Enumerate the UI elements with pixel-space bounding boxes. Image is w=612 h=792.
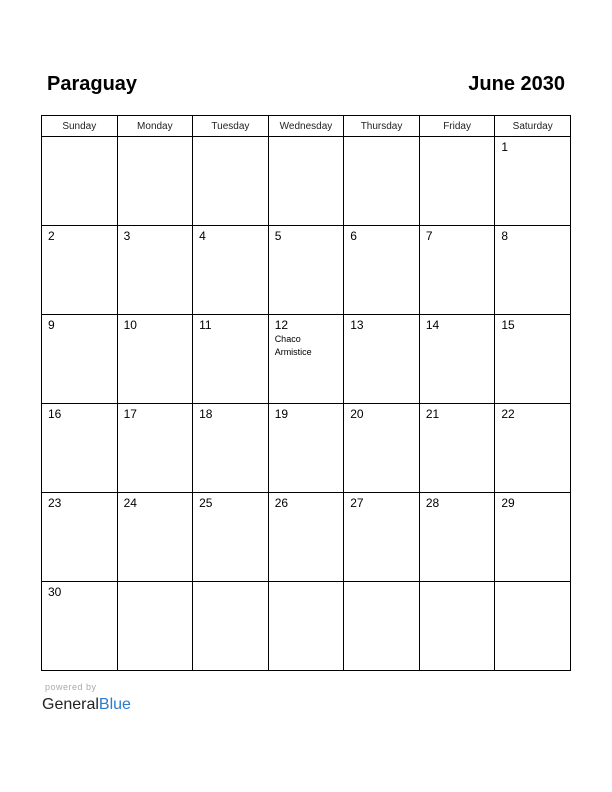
day-number: 29: [501, 496, 515, 510]
day-cell: [42, 493, 118, 582]
day-number: 4: [199, 229, 206, 243]
day-number: 18: [199, 407, 213, 421]
country-title: Paraguay: [47, 73, 138, 95]
day-cell: [42, 226, 118, 315]
day-cell: [344, 582, 420, 671]
day-number: 3: [123, 229, 131, 243]
powered-by-label: powered by: [45, 682, 97, 692]
week-row: [42, 137, 571, 226]
day-cell: [268, 493, 344, 582]
day-cell: [419, 226, 495, 315]
day-number: 26: [274, 496, 289, 510]
day-number: 1: [501, 140, 509, 154]
day-number: 16: [48, 407, 62, 421]
day-number: 20: [350, 407, 364, 421]
day-number: 15: [501, 318, 515, 332]
day-number: 17: [123, 407, 137, 421]
day-cell: [344, 493, 420, 582]
day-number: 6: [350, 229, 357, 243]
day-cell: [117, 315, 193, 404]
day-number: 11: [199, 318, 212, 332]
day-cell: [193, 404, 269, 493]
weekday-monday: Monday: [117, 116, 193, 137]
calendar-body: [42, 137, 571, 671]
day-number: 30: [48, 585, 62, 599]
day-number: 22: [501, 407, 515, 421]
day-cell: [495, 582, 571, 671]
weekday-wednesday: Wednesday: [268, 116, 344, 137]
day-cell: [117, 493, 193, 582]
day-cell: [419, 493, 495, 582]
day-cell: [193, 315, 269, 404]
week-row: [42, 582, 571, 671]
day-cell: [268, 582, 344, 671]
day-cell: [193, 137, 269, 226]
day-cell: [42, 404, 118, 493]
brand-general-text: General: [42, 696, 99, 713]
week-row: [42, 493, 571, 582]
generalblue-logo[interactable]: [42, 695, 131, 715]
day-number: 13: [350, 318, 364, 332]
day-cell: [268, 404, 344, 493]
day-cell: [193, 226, 269, 315]
day-number: 23: [48, 496, 62, 510]
day-number: 7: [425, 229, 433, 243]
day-cell: [268, 315, 344, 404]
day-cell: [419, 582, 495, 671]
month-year-title: June 2030: [468, 73, 565, 95]
day-cell: [42, 315, 118, 404]
day-number: 28: [425, 496, 440, 510]
weekday-saturday: Saturday: [495, 116, 571, 137]
week-row: [42, 404, 571, 493]
day-cell: [344, 315, 420, 404]
day-number: 9: [48, 318, 55, 332]
day-cell: [117, 582, 193, 671]
weekday-friday: Friday: [419, 116, 495, 137]
day-cell: [268, 226, 344, 315]
day-number: 24: [123, 496, 137, 510]
day-number: 19: [274, 407, 289, 421]
week-row: [42, 315, 571, 404]
weekday-tuesday: Tuesday: [193, 116, 269, 137]
holiday-label: Chaco Armistice: [274, 334, 312, 357]
day-number: 8: [501, 229, 509, 243]
calendar-grid: [41, 115, 571, 671]
day-cell: [42, 137, 118, 226]
footer-branding: [42, 682, 131, 715]
day-cell: [495, 493, 571, 582]
day-number: 14: [425, 318, 440, 332]
day-cell: [344, 137, 420, 226]
day-cell: [268, 137, 344, 226]
day-cell: [42, 582, 118, 671]
day-cell: [419, 315, 495, 404]
day-number: 10: [123, 318, 137, 332]
day-cell: [344, 226, 420, 315]
day-cell: [495, 226, 571, 315]
day-cell: [419, 404, 495, 493]
day-number: 25: [199, 496, 213, 510]
day-number: 2: [48, 229, 55, 243]
day-number: 5: [274, 229, 282, 243]
day-number: 27: [350, 496, 364, 510]
day-cell: [344, 404, 420, 493]
day-cell: [495, 315, 571, 404]
week-row: [42, 226, 571, 315]
day-cell: [117, 137, 193, 226]
day-number: 21: [425, 407, 440, 421]
day-cell: [419, 137, 495, 226]
day-cell: [193, 582, 269, 671]
weekday-sunday: Sunday: [42, 116, 118, 137]
day-cell: [117, 226, 193, 315]
day-number: 12: [274, 318, 289, 332]
day-cell: [495, 137, 571, 226]
brand-blue-text: Blue: [98, 696, 131, 713]
day-cell: [117, 404, 193, 493]
day-cell: [193, 493, 269, 582]
weekday-thursday: Thursday: [344, 116, 420, 137]
day-cell: [495, 404, 571, 493]
weekday-header-row: [42, 116, 571, 137]
